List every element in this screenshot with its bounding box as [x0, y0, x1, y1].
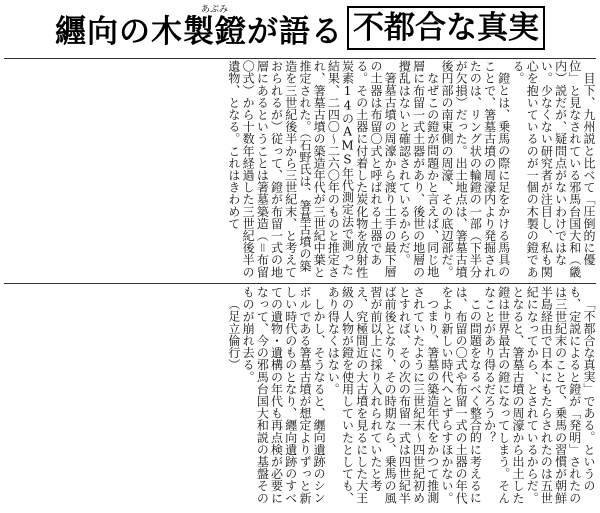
- headline-ruby: あぶみ: [201, 5, 229, 15]
- lower-column-block: [4, 286, 596, 508]
- paragraph: つまり、箸墓の築造年代をかつて推測されていたように三世紀末〜四世紀初めとすれば、その次の布留一式は四世紀半ば前後となり、その時期なら、乗馬の風習が前以上に採り入れられていたと考え、究極間近の大古墳を見るにした大王級の人物が鐙を使用していたとしても、あり得なくはない。: [326, 286, 440, 504]
- paragraph: 「不都合な真実」である。というのも、定説によると鐙が「発明」されたのは三世紀末のことで、乗馬の習慣が朝鮮半島経由で日本にもたらされたのは五世紀になってから、とされているからだ。となると、箸墓古墳の周濠から出土した鐙は世界最古の鐙になってしまう。そんなことがあり得るだろうか？: [482, 286, 596, 504]
- paragraph: なぜこの鐙が問題かと言えば、同じ地層に布留一式土器があり、後世の地層の攪乱はないと確認されているからだ。: [397, 60, 440, 278]
- article-headline: [6, 2, 594, 54]
- paragraph: 箸墓古墳の周濠から渡り土手の最下層の土器は布留〇式と呼ばれる土器である。その土器に付着した炭化物を放射性炭素14のAMS年代測定法で測った結果、二四〇〜二六〇年のものと推定され、箸墓古墳の築造年代が三世紀中葉と推定された。（石野氏は、箸墓古墳の築造を三世紀後半から三世紀末、と考えておられるが）従って、鐙が布留一式の地層にあるということは箸墓築造（＝布留〇式）から十数年経過した三世紀後半の遺物、となる。これはきわめて: [226, 60, 398, 278]
- byline: （足立倫行）: [226, 298, 241, 371]
- headline-boxed-phrase: 不都合な真実: [347, 6, 545, 50]
- paragraph: 鐙とは、乗馬の際に足をかける馬具のことで、箸墓古墳の周濠内より発掘されたのは、リング状の輪鐙の一部（下半分が欠損）だった。出土地点は、箸墓古墳後円部の南東側の周濠、その底辺部だ。: [439, 60, 511, 278]
- middle-rule: [4, 283, 596, 284]
- upper-column-block: [4, 60, 596, 280]
- paragraph: 目下、九州説と比べて「圧倒的に優位」と見なされている邪馬台国大和（畿内）説だが、疑問点がないわけではない。少なくない研究者が注目し、私も関心を抱いているのが一個の木製の鐙である。: [510, 60, 596, 278]
- top-rule: [4, 58, 596, 59]
- paragraph: この問題をなるべく整合的に考えるには、布留の〇式や布留一式の土器の年代をより新しい時代へとずらすほかない。: [439, 286, 483, 504]
- headline-main: 纒向の木製鐙が語る: [55, 13, 343, 50]
- article-body: [4, 58, 596, 510]
- paragraph: しかし、そうなると、纒向遺跡のシンボルである箸墓古墳が想定よりずっと新しい時代のものとなり、纒向遺跡のすべての遺物・遺構の年代も再点検が必要になって、今の邪馬台国大和説の基盤そのものが崩れ去る。: [241, 286, 327, 504]
